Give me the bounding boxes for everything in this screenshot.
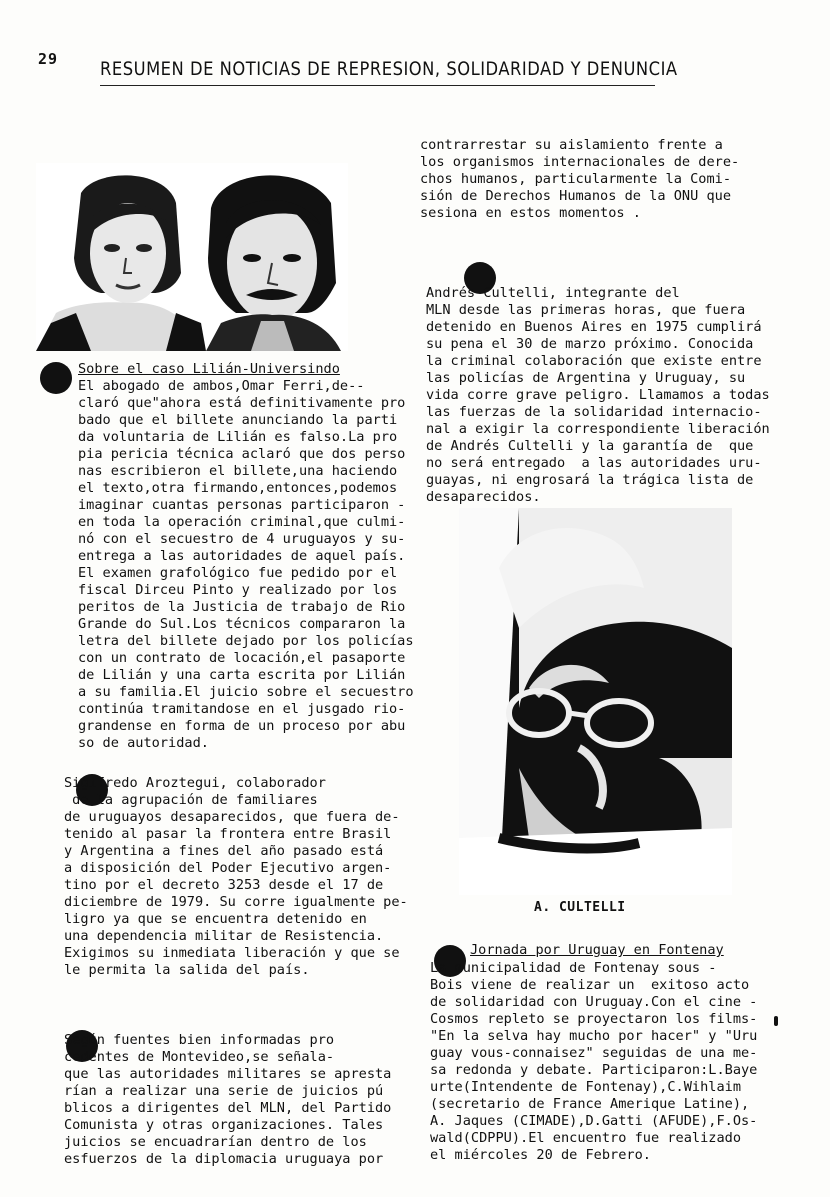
fontenay-heading: Jornada por Uruguay en Fontenay bbox=[470, 942, 724, 958]
cultelli-image bbox=[459, 508, 732, 895]
stray-ink-mark bbox=[774, 1016, 778, 1026]
lilian-article-text: El abogado de ambos,Omar Ferri,de-- claró que"ahora está definitivamente pro bado que el billete anunciando la parti da voluntaria de Lilián es falso.La pro pia pericia técnica aclaró que dos perso nas escribieron el billete,una haciendo el texto,otra firmando,entonces,podemos imaginar cuantas personas participaron - en toda la operación criminal,que culmi- nó con el secuestro de 4 uruguayos y su- entrega a las autoridades de aquel país. El examen grafológico fue pedido por el fiscal Dirceu Pinto y realizado por los peritos de la Justicia de trabajo de Rio Grande do Sul.Los técnicos compararon la letra del billete dejado por los policías con un contrato de locación,el pasaporte de Lilián y una carta escrita por Lilián a su familia.El juicio sobre el secuestro continúa tramitandose en el jusgado rio- grandense en forma de un proceso por abu so de autoridad. bbox=[78, 378, 414, 751]
page-title: RESUMEN DE NOTICIAS DE REPRESION, SOLIDARIDAD Y DENUNCIA bbox=[100, 58, 678, 80]
juicios-article-text: Según fuentes bien informadas pro cedentes de Montevideo,se señala- que las autoridades militares se apresta rían a realizar una serie de juicios pú blicos a dirigentes del MLN, del Partido Comunista y otras organizaciones. Tales juicios se encuadrarían dentro de los esfuerzos de la diplomacia uruguaya por bbox=[64, 1032, 392, 1167]
aroztegui-article-text: Sigifredo Aroztegui, colaborador de la agrupación de familiares de uruguayos desaparecidos, que fuera de- tenido al pasar la frontera entre Brasil y Argentina a fines del año pasado está a disposición del Poder Ejecutivo argen- tino por el decreto 3253 desde el 17 de diciembre de 1979. Su corre igualmente pe- ligro ya que se encuentra detenido en una dependencia militar de Resistencia. Exigimos su inmediata liberación y que se le permita la salida del país. bbox=[64, 775, 408, 978]
cultelli-photo-caption: A. CULTELLI bbox=[534, 900, 626, 915]
portraits-photo bbox=[36, 163, 348, 351]
cultelli-article-text: Andrés Cultelli, integrante del MLN desde las primeras horas, que fuera detenido en Buenos Aires en 1975 cumplirá su pena el 30 de marzo próximo. Conocida la criminal colaboración que existe entre las policías de Argentina y Uruguay, su vida corre grave peligro. Llamamos a todas las fuerzas de la solidaridad internacio- nal a exigir la correspondiente liberación de Andrés Cultelli y la garantía de que no será entregado a las autoridades uru- guayas, ni engrosará la trágica lista de desaparecidos. bbox=[426, 285, 770, 505]
portraits-image bbox=[36, 163, 348, 351]
bullet-dot bbox=[40, 362, 72, 394]
fontenay-article-text: La municipalidad de Fontenay sous - Bois viene de realizar un exitoso acto de solidaridad con Uruguay.Con el cine - Cosmos repleto se proyectaron los films- "En la selva hay mucho por hacer" y "Uru guay vous-connaisez" seguidas de una me- sa redonda y debate. Participaron:L.Baye urte(Intendente de Fontenay),C.Wihlaim (secretario de France Amerique Latine), A. Jaques (CIMADE),D.Gatti (AFUDE),F.Os- wald(CDPPU).El encuentro fue realizado el miércoles 20 de Febrero. bbox=[430, 960, 758, 1163]
cultelli-photo bbox=[459, 508, 732, 895]
header-rule bbox=[100, 85, 655, 86]
page-number: 29 bbox=[38, 50, 59, 68]
continuation-text: contrarrestar su aislamiento frente a los organismos internacionales de dere- chos humanos, particularmente la Comi- sión de Derechos Humanos de la ONU que sesiona en estos momentos . bbox=[420, 137, 740, 221]
lilian-heading: Sobre el caso Lilián-Universindo bbox=[78, 361, 340, 377]
